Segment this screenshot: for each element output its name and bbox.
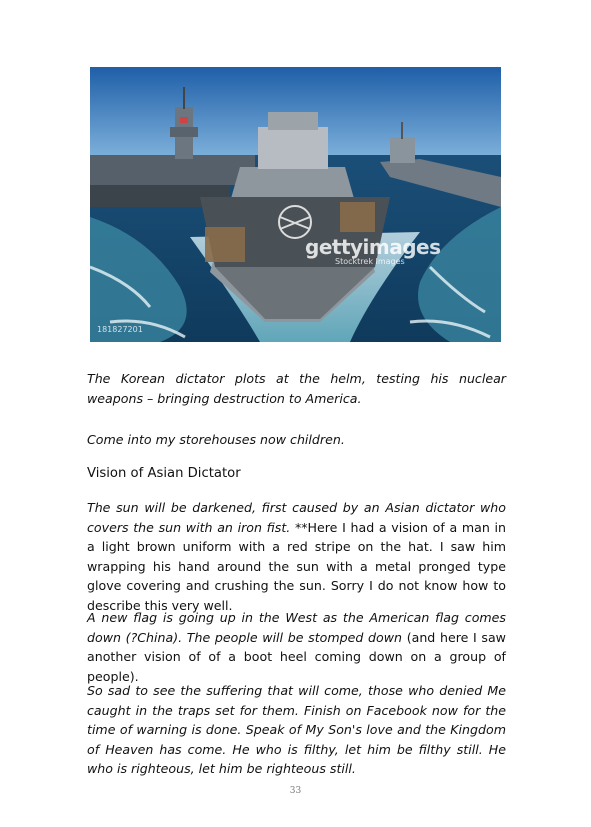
paragraph-sun-darkened-italic: The sun will be darkened, first caused by an Asian dictator who covers the sun with an iron fist. (87, 500, 506, 535)
section-heading: Vision of Asian Dictator (87, 466, 241, 481)
paragraph-new-flag-normal: (and here I saw another vision of of a boot heel coming down on a group of people). (87, 629, 506, 684)
paragraph-suffering: So sad to see the suffering that will come, those who denied Me caught in the traps set for them. Finish on Facebook now for the time of warning is done. Speak of My Son's love and the Kingdom of Heaven has come. He who is filthy, let him be filthy still. He who is righteous, let him be righteous still. (87, 683, 506, 776)
paragraph-sun-darkened-normal: **Here I had a vision of a man in a light brown uniform with a red stripe on the hat. I saw him wrapping his hand around the sun with a metal pronged type glove covering and crushing the sun. Sorry I do not know how to describe this very well. (87, 519, 506, 613)
watermark-logo: gettyimages (305, 235, 441, 259)
paragraph-sun-darkened (87, 498, 506, 615)
paragraph-korean-dictator: The Korean dictator plots at the helm, testing his nuclear weapons – bringing destruction to America. (87, 371, 506, 406)
paragraph-storehouses: Come into my storehouses now children. (87, 432, 345, 447)
ships-at-sea-image (90, 67, 501, 342)
paragraph-new-flag-italic: A new flag is going up in the West as the American flag comes down (?China). The people will be stomped down (87, 610, 506, 645)
image-id-label: 181827201 (97, 325, 143, 334)
page-number: 33 (289, 786, 302, 796)
watermark-credit: Stocktrek Images (335, 257, 405, 266)
paragraph-new-flag (87, 608, 506, 686)
warship-photo (90, 67, 501, 342)
